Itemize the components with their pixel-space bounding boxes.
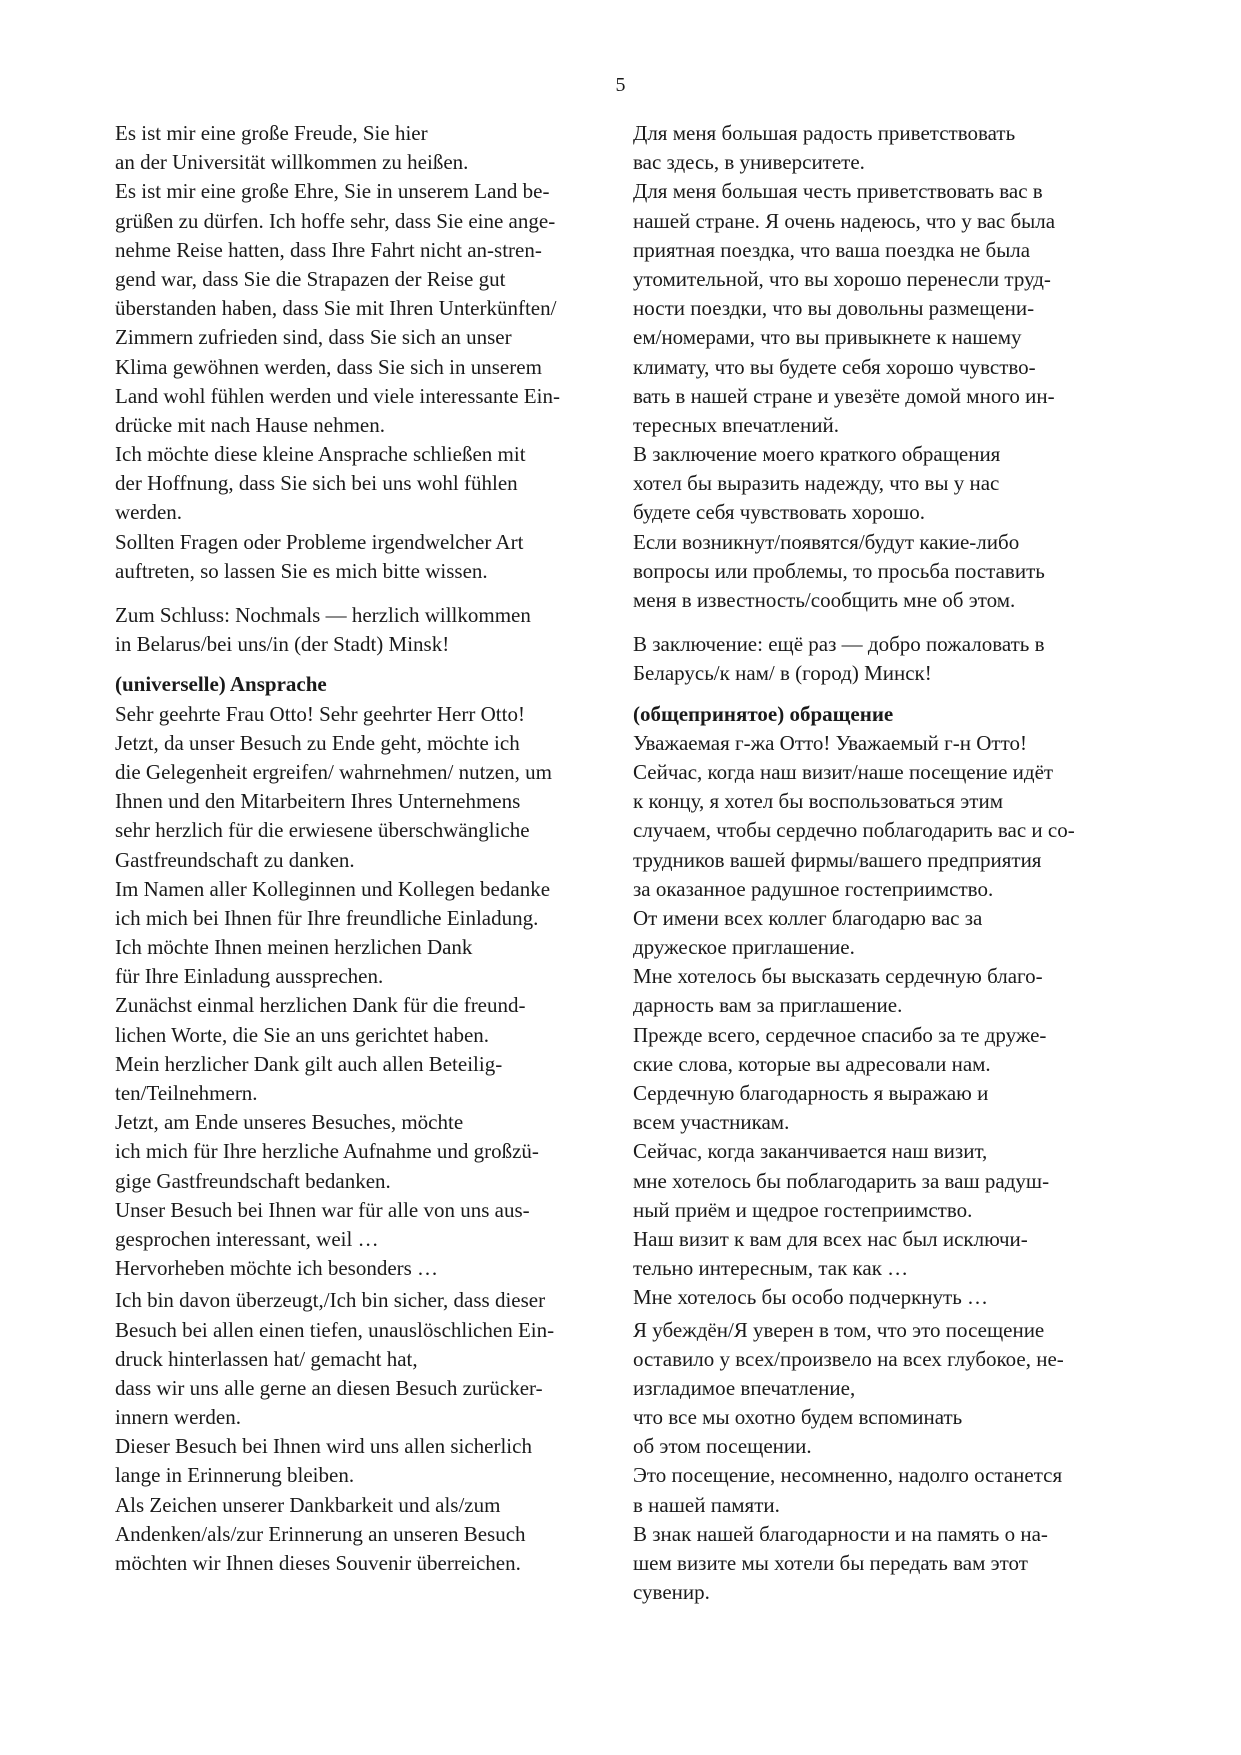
german-text-line: ich mich für Ihre herzliche Aufnahme und großzü- [115,1139,539,1164]
russian-text-line: изгладимое впечатление, [633,1375,856,1400]
german-paragraph [115,119,625,177]
russian-text-line: ности поездки, что вы довольны размещени- [633,296,1035,321]
russian-text-line: Если возникнут/появятся/будут какие-либо [633,529,1020,554]
german-text-line: Jetzt, da unser Besuch zu Ende geht, möchte ich [115,730,520,755]
german-text-line: Ich möchte diese kleine Ansprache schließen mit [115,442,526,467]
german-section-heading [115,670,625,699]
russian-paragraph [633,1316,1153,1404]
german-paragraph [115,601,625,659]
russian-text-line: что все мы охотно будем вспоминать [633,1405,963,1430]
german-text-line: Hervorheben möchte ich besonders … [115,1256,439,1281]
german-text-line: Land wohl fühlen werden und viele interessante Ein- [115,383,560,408]
russian-text-line: в нашей памяти. [633,1492,780,1517]
german-paragraph [115,1108,625,1196]
german-text-line: drücke mit nach Hause nehmen. [115,412,385,437]
russian-text-line: об этом посещении. [633,1434,812,1459]
russian-text-line: Прежде всего, сердечное спасибо за те друже- [633,1022,1047,1047]
german-text-line: die Gelegenheit ergreifen/ wahrnehmen/ nutzen, um [115,759,552,784]
german-paragraph [115,700,625,729]
german-paragraph [115,1432,625,1490]
russian-text-line: Наш визит к вам для всех нас был исключи- [633,1226,1028,1251]
german-text-line: (universelle) Ansprache [115,672,327,697]
russian-text-line: Это посещение, несомненно, надолго останется [633,1463,1063,1488]
german-text-line: Zum Schluss: Nochmals — herzlich willkommen [115,603,531,627]
german-text-line: Klima gewöhnen werden, dass Sie sich in unserem [115,354,542,379]
russian-text-line: дарность вам за приглашение. [633,993,903,1018]
russian-text-line: ный приём и щедрое гостеприимство. [633,1197,973,1222]
german-text-line: Jetzt, am Ende unseres Besuches, möchte [115,1110,464,1135]
german-paragraph [115,1374,625,1432]
russian-paragraph [633,1283,1153,1312]
russian-paragraph [633,1520,1153,1608]
german-text-line: sehr herzlich für die erwiesene überschwängliche [115,818,530,843]
russian-text-line: будете себя чувствовать хорошо. [633,500,925,525]
russian-paragraph [633,904,1153,962]
russian-paragraph [633,440,1153,528]
german-paragraph [115,1196,625,1254]
german-text-line: ich mich bei Ihnen für Ihre freundliche Einladung. [115,905,539,930]
german-paragraph [115,177,625,440]
russian-text-line: Сейчас, когда наш визит/наше посещение идёт [633,759,1054,784]
german-paragraph [115,528,625,586]
russian-text-line: вас здесь, в университете. [633,150,865,175]
russian-paragraph [633,528,1153,616]
russian-text-line: утомительной, что вы хорошо перенесли труд- [633,266,1051,291]
german-text-line: Sollten Fragen oder Probleme irgendwelcher Art [115,529,524,554]
russian-paragraph [633,1079,1153,1137]
russian-text-line: В заключение: ещё раз — добро пожаловать в [633,632,1045,657]
german-text-line: gige Gastfreundschaft bedanken. [115,1168,391,1193]
german-text-line: Ihnen und den Mitarbeitern Ihres Unternehmens [115,789,521,814]
russian-text-line: климату, что вы будете себя хорошо чувство- [633,354,1036,379]
russian-text-line: случаем, чтобы сердечно поблагодарить вас и со- [633,818,1075,843]
german-text-line: Im Namen aller Kolleginnen und Kollegen bedanke [115,876,551,901]
german-text-line: gesprochen interessant, weil … [115,1226,379,1251]
german-paragraph [115,991,625,1049]
german-text-line: Ich möchte Ihnen meinen herzlichen Dank [115,935,473,960]
german-text-line: innern werden. [115,1405,241,1430]
german-paragraph [115,1050,625,1108]
german-paragraph [115,1254,625,1283]
russian-text-line: Уважаемая г-жа Отто! Уважаемый г-н Отто! [633,730,1027,755]
russian-text-line: От имени всех коллег благодарю вас за [633,905,983,930]
russian-text-line: Сейчас, когда заканчивается наш визит, [633,1139,988,1164]
german-text-line: Dieser Besuch bei Ihnen wird uns allen sicherlich [115,1434,532,1459]
german-text-line: in Belarus/bei uns/in (der Stadt) Minsk! [115,632,450,657]
russian-paragraph [633,729,1153,758]
german-text-line: Mein herzlicher Dank gilt auch allen Beteilig- [115,1051,503,1076]
german-paragraph [115,1286,625,1374]
german-text-line: Unser Besuch bei Ihnen war für alle von uns aus- [115,1197,530,1222]
russian-text-line: нашей стране. Я очень надеюсь, что у вас была [633,208,1056,233]
russian-text-line: тересных впечатлений. [633,412,839,437]
german-text-line: ten/Teilnehmern. [115,1081,258,1105]
russian-text-line: Беларусь/к нам/ в (город) Минск! [633,661,932,686]
russian-text-line: дружеское приглашение. [633,935,855,960]
russian-paragraph [633,758,1153,904]
german-text-line: für Ihre Einladung aussprechen. [115,964,384,989]
german-text-line: Als Zeichen unserer Dankbarkeit und als/zum [115,1492,501,1517]
russian-paragraph [633,1021,1153,1079]
russian-text-line: сувенир. [633,1580,710,1605]
russian-text-line: ские слова, которые вы адресовали нам. [633,1051,991,1076]
russian-text-line: Мне хотелось бы особо подчеркнуть … [633,1285,989,1310]
russian-section-heading [633,700,1153,729]
german-text-line: auftreten, so lassen Sie es mich bitte wissen. [115,558,488,583]
german-text-line: der Hoffnung, dass Sie sich bei uns wohl fühlen [115,471,518,496]
russian-text-line: вать в нашей стране и увезёте домой много ин- [633,383,1055,408]
german-text-line: Zimmern zufrieden sind, dass Sie sich an unser [115,325,512,350]
german-paragraph [115,440,625,528]
russian-text-line: к концу, я хотел бы воспользоваться этим [633,789,1003,814]
german-text-line: dass wir uns alle gerne an diesen Besuch zurücker- [115,1375,543,1400]
russian-text-line: меня в известность/сообщить мне об этом. [633,588,1016,612]
german-text-line: Sehr geehrte Frau Otto! Sehr geehrter Herr Otto! [115,701,525,726]
german-text-column [115,119,625,1578]
russian-text-line: Мне хотелось бы высказать сердечную благо- [633,964,1043,989]
russian-text-line: за оказанное радушное гостеприимство. [633,876,994,901]
german-text-line: Es ist mir eine große Ehre, Sie in unserem Land be- [115,179,550,204]
russian-text-line: ем/номерами, что вы привыкнете к нашему [633,325,1022,350]
russian-text-line: Для меня большая радость приветствовать [633,121,1016,145]
russian-text-line: Для меня большая честь приветствовать вас в [633,179,1043,204]
german-text-line: druck hinterlassen hat/ gemacht hat, [115,1346,418,1371]
russian-text-line: мне хотелось бы поблагодарить за ваш радуш- [633,1168,1050,1193]
german-text-line: Es ist mir eine große Freude, Sie hier [115,121,428,145]
russian-text-line: тельно интересным, так как … [633,1256,909,1281]
russian-text-line: шем визите мы хотели бы передать вам этот [633,1551,1028,1575]
german-text-line: Ich bin davon überzeugt,/Ich bin sicher, dass dieser [115,1288,546,1313]
german-text-line: nehme Reise hatten, dass Ihre Fahrt nicht an-stren- [115,237,542,262]
russian-paragraph [633,1225,1153,1283]
russian-text-line: приятная поездка, что ваша поездка не была [633,237,1031,262]
german-paragraph [115,1491,625,1579]
russian-paragraph [633,119,1153,177]
german-text-line: gend war, dass Sie die Strapazen der Reise gut [115,266,506,291]
russian-text-line: вопросы или проблемы, то просьба поставить [633,558,1045,583]
german-text-line: Besuch bei allen einen tiefen, unauslöschlichen Ein- [115,1317,555,1342]
russian-text-line: оставило у всех/произвело на всех глубокое, не- [633,1346,1064,1371]
russian-paragraph [633,1403,1153,1461]
german-text-line: Zunächst einmal herzlichen Dank für die freund- [115,993,526,1018]
russian-paragraph [633,1461,1153,1519]
russian-text-line: трудников вашей фирмы/вашего предприятия [633,847,1042,872]
russian-paragraph [633,630,1153,688]
german-text-line: grüßen zu dürfen. Ich hoffe sehr, dass Sie eine ange- [115,208,556,233]
german-paragraph [115,875,625,933]
russian-text-line: Я убеждён/Я уверен в том, что это посещение [633,1317,1045,1342]
russian-paragraph [633,962,1153,1020]
russian-text-line: В знак нашей благодарности и на память о на- [633,1521,1048,1546]
german-text-line: Andenken/als/zur Erinnerung an unseren Besuch [115,1521,526,1546]
german-text-line: möchten wir Ihnen dieses Souvenir überreichen. [115,1551,521,1575]
german-text-line: Gastfreundschaft zu danken. [115,847,355,872]
russian-text-line: всем участникам. [633,1110,790,1135]
german-text-line: überstanden haben, dass Sie mit Ihren Unterkünften/ [115,296,557,321]
russian-text-line: В заключение моего краткого обращения [633,442,1001,467]
russian-text-line: хотел бы выразить надежду, что вы у нас [633,471,1000,496]
russian-text-column [633,119,1153,1607]
russian-paragraph [633,177,1153,440]
german-text-line: lichen Worte, die Sie an uns gerichtet haben. [115,1022,490,1047]
german-paragraph [115,729,625,875]
russian-paragraph [633,1137,1153,1225]
german-text-line: lange in Erinnerung bleiben. [115,1463,355,1488]
german-text-line: werden. [115,500,183,525]
russian-text-line: (общепринятое) обращение [633,701,894,726]
german-paragraph [115,933,625,991]
page-number: 5 [615,74,626,96]
russian-text-line: Сердечную благодарность я выражаю и [633,1081,989,1105]
german-text-line: an der Universität willkommen zu heißen. [115,150,469,175]
